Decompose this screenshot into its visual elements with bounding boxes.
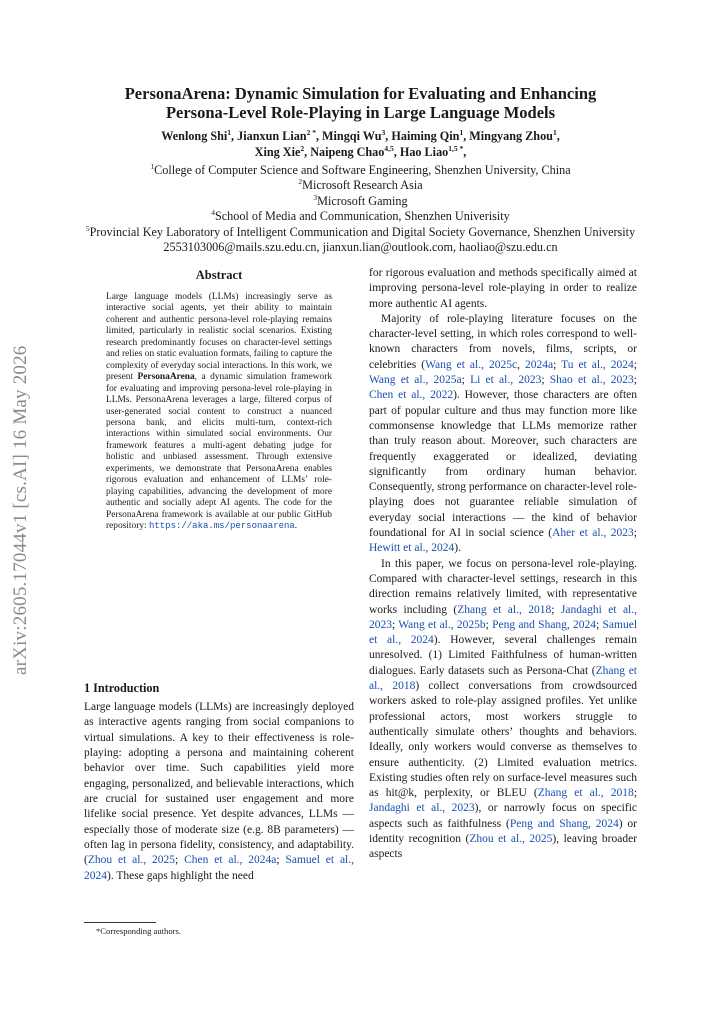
title-line-2: Persona-Level Role-Playing in Large Language Models — [165, 103, 556, 122]
author-name: Xing Xie — [254, 145, 301, 159]
repo-link[interactable]: https://aka.ms/personaarena — [148, 521, 295, 532]
affiliations — [20, 163, 701, 255]
author-name: Wenlong Shi — [161, 129, 228, 143]
author-name: Haiming Qin — [391, 129, 460, 143]
emails: 2553103006@mails.szu.edu.cn, jianxun.lian@outlook.com, haoliao@szu.edu.cn — [163, 240, 558, 255]
title-line-1: PersonaArena: Dynamic Simulation for Evaluating and Enhancing — [124, 84, 597, 103]
author-name: Mingqi Wu — [322, 129, 382, 143]
affiliation: $^2$Microsoft Research Asia — [298, 177, 423, 193]
paper-title — [60, 84, 661, 122]
author-list: Wenlong Shi$^1$, Jianxun Lian$^{2 *}$, Mingqi Wu$^3$, Haiming Qin$^1$, Mingyang Zhou$^1$, Xing Xie$^2$, Naipeng Chao$^{4,5}$, Hao Liao$^{1,5 *}$, — [161, 127, 560, 159]
author-name: Jianxun Lian — [237, 129, 307, 143]
abstract-body: Large language models (LLMs) increasingly serve as interactive social agents, yet their ability to maintain coherent and authentic persona-level role-playing remains limited, particularly in realistic social scenarios. Existing research predominantly focuses on character-level settings and relies on static evaluation formats, failing to capture the complexity of everyday social interactions. In this work, we present PersonaArena, a dynamic simulation framework for evaluating and improving persona-level role-playing in LLMs. PersonaArena leverages a large, filtered corpus of user-generated social content to construct a nuanced persona bank, and elicits multi-turn, context-rich interactions within simulated social environments. Our framework features a multi-agent debating judge for holistic and unbiased assessment. Through extensive experiments, we demonstrate that PersonaArena enables rigorous evaluation and enhancement of LLMs’ role-playing capabilities, advancing the development of more authentic and socially adept AI agents. The code for the PersonaArena framework is available at our public GitHub repository: https://aka.ms/personaarena. — [106, 292, 333, 532]
affiliation: $^1$College of Computer Science and Software Engineering, Shenzhen University, China — [150, 161, 571, 177]
author-name: Naipeng Chao — [310, 145, 385, 159]
affiliation: $^4$School of Media and Communication, Shenzhen Univerisity — [211, 208, 510, 224]
affiliation: $^5$Provincial Key Laboratory of Intelligent Communication and Digital Society Governance, Shenzhen University — [85, 223, 636, 239]
affiliation: $^3$Microsoft Gaming — [313, 192, 408, 208]
intro-left-column: Large language models (LLMs) are increasingly deployed as interactive agents ranging from social companions to virtual simulations. A key to their effectiveness is role-playing: adopting a persona and maintaining coherent behavior over time. Such capabilities yield more engaging, personalized, and believable interactions, which are crucial for sustained user engagement and more lifelike social presence. Yet despite advances, LLMs — especially those of moderate size (e.g. 8B parameters) — often lag in persona fidelity, consistency, and adaptability. (Zhou et al., 2025; Chen et al., 2024a; Samuel et al., 2024). These gaps highlight the need — [84, 701, 355, 882]
author-name: Mingyang Zhou — [469, 129, 553, 143]
arxiv-stamp: arXiv:2605.17044v1 [cs.AI] 16 May 2026 — [10, 345, 31, 675]
intro-right-column: for rigorous evaluation and methods specifically aimed at improving persona-level role-playing in order to realize more authentic AI agents. Majority of role-playing literature focuses on the character-level setting, in which roles correspond to well-known characters from novels, films, scripts, or celebrities (Wang et al., 2025c, 2024a; Tu et al., 2024; Wang et al., 2025a; Li et al., 2023; Shao et al., 2023; Chen et al., 2022). However, those characters are often part of popular culture and thus may function more like commonsense knowledge that LLMs memorize rather than truly reason about. Moreover, such characters are frequently exaggerated or idealized, deviating significantly from ordinary human behavior. Consequently, strong performance on character-level role-playing does not guarantee reliable simulation of everyday social interactions — the kind of behavior foundational for AI in social science (Aher et al., 2023; Hewitt et al., 2024). In this paper, we focus on persona-level role-playing. Compared with character-level settings, research in this direction remains relatively limited, with representative works including (Zhang et al., 2018; Jandaghi et al., 2023; Wang et al., 2025b; Peng and Shang, 2024; Samuel et al., 2024). However, several challenges remain unresolved. (1) Limited Faithfulness of human-written dialogues. Early datasets such as Persona-Chat (Zhang et al., 2018) collect conversations from crowdsourced workers asked to role-play assigned profiles. Yet unlike professional actors, most workers struggle to authentically simulate others’ thoughts and behaviors. Ideally, only workers would converse as themselves to ensure authenticity. (2) Limited evaluation metrics. Existing studies often rely on surface-level measures such as hit@k, perplexity, or BLEU (Zhang et al., 2018; Jandaghi et al., 2023), or narrowly focus on specific aspects such as faithfulness (Peng and Shang, 2024) or identity recognition (Zhou et al., 2025), leaving broader aspects — [369, 267, 638, 861]
footnote-rule — [84, 922, 156, 923]
section-heading: 1 Introduction — [84, 681, 160, 695]
author-name: Hao Liao — [399, 145, 449, 159]
footnote: *Corresponding authors. — [96, 926, 181, 936]
abstract-heading: Abstract — [195, 268, 243, 282]
